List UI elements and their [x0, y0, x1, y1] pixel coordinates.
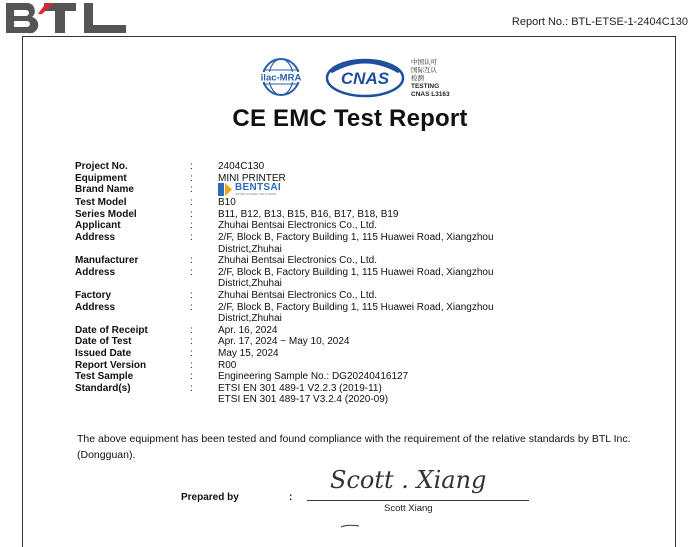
field-value-line: MINI PRINTER [218, 172, 286, 184]
field-value-line: May 15, 2024 [218, 347, 279, 359]
field-value-line: B11, B12, B13, B15, B16, B17, B18, B19 [218, 208, 399, 220]
field-value-line: 2/F, Block B, Factory Building 1, 115 Huawei Road, Xiangzhou [218, 301, 494, 313]
ilac-mra-logo [249, 58, 313, 96]
signature: Scott . Xiang [330, 466, 487, 494]
cnas-cn-3: 检测 [411, 74, 424, 82]
field-value-line: Apr. 16, 2024 [218, 324, 278, 336]
cnas-testing: TESTING [411, 83, 440, 90]
field-value-line: Zhuhai Bentsai Electronics Co., Ltd. [218, 255, 377, 267]
field-row [75, 267, 593, 290]
bentsai-icon [218, 183, 232, 196]
report-title: CE EMC Test Report [232, 105, 468, 132]
field-colon: : [190, 184, 193, 196]
field-colon: : [190, 382, 193, 394]
field-value-line: Zhuhai Bentsai Electronics Co., Ltd. [218, 220, 377, 232]
field-label: Factory [75, 289, 112, 301]
field-value-line: ETSI EN 301 489-1 V2.2.3 (2019-11) [218, 382, 382, 394]
field-row [75, 184, 593, 197]
field-value [218, 255, 593, 267]
report-number: Report No.: BTL-ETSE-1-2404C130 [511, 16, 688, 28]
field-row [75, 302, 593, 325]
field-value-line: 2/F, Block B, Factory Building 1, 115 Huawei Road, Xiangzhou [218, 266, 494, 278]
field-colon: : [190, 220, 193, 232]
field-label: Test Model [75, 197, 127, 209]
field-colon: : [190, 336, 193, 348]
field-colon: : [190, 255, 193, 267]
cnas-text: CNAS [340, 69, 390, 88]
cnas-cn-2: 国际互认 [411, 66, 437, 74]
field-row [75, 209, 593, 221]
field-value [218, 360, 593, 372]
prepared-by-label: Prepared by [181, 492, 239, 503]
field-row [75, 197, 593, 209]
field-colon: : [190, 208, 193, 220]
field-value-line: Zhuhai Bentsai Electronics Co., Ltd. [218, 289, 377, 301]
field-value [218, 209, 593, 221]
field-colon: : [190, 359, 193, 371]
signature-line [307, 500, 529, 501]
field-value [218, 371, 593, 383]
field-value-line: Apr. 17, 2024 ~ May 10, 2024 [218, 336, 350, 348]
field-label: Report Version [75, 359, 147, 371]
field-row [75, 255, 593, 267]
field-value [218, 383, 593, 406]
field-colon: : [190, 371, 193, 383]
btl-logo [2, 0, 132, 36]
field-label: Project No. [75, 161, 128, 172]
field-value [218, 232, 593, 255]
field-colon: : [190, 301, 193, 313]
field-label: Date of Receipt [75, 324, 148, 336]
field-value-line: B10 [218, 197, 236, 209]
field-value-line: District,Zhuhai [218, 313, 282, 325]
field-value-line: R00 [218, 359, 237, 371]
field-value [218, 220, 593, 232]
field-value [218, 161, 593, 173]
field-colon: : [190, 289, 193, 301]
field-colon: : [190, 197, 193, 209]
cnas-code: CNAS L3163 [411, 91, 450, 98]
field-row [75, 290, 593, 302]
prepared-by-colon: : [289, 492, 293, 503]
field-row [75, 348, 593, 360]
report-details [75, 161, 593, 406]
brand-logo [218, 182, 593, 197]
signer-name: Scott Xiang [384, 503, 433, 514]
field-row [75, 232, 593, 255]
field-label: Issued Date [75, 347, 132, 359]
ilac-text: ilac-MRA [260, 72, 302, 84]
field-label: Series Model [75, 208, 137, 220]
field-row [75, 336, 593, 348]
compliance-statement: The above equipment has been tested and found compliance with the requirement of the relative standards by BTL Inc.(Dongguan). [77, 433, 631, 461]
field-row [75, 325, 593, 337]
field-colon: : [190, 324, 193, 336]
brand-name: BENTSAI [235, 182, 281, 194]
field-label: Address [75, 231, 116, 243]
field-label: Address [75, 301, 116, 313]
field-label: Standard(s) [75, 382, 131, 394]
field-colon: : [190, 231, 193, 243]
field-value-line: ETSI EN 301 489-17 V3.2.4 (2020-09) [218, 394, 389, 406]
field-row [75, 161, 593, 173]
field-value [218, 348, 593, 360]
field-value-line: District,Zhuhai [218, 278, 282, 290]
field-label: Date of Test [75, 336, 132, 348]
field-value [218, 302, 593, 325]
cnas-logo [325, 56, 475, 100]
cnas-cn-1: 中国认可 [411, 58, 437, 66]
field-row [75, 383, 593, 406]
field-label: Brand Name [75, 184, 134, 196]
field-colon: : [190, 266, 193, 278]
field-value-line: 2/F, Block B, Factory Building 1, 115 Huawei Road, Xiangzhou [218, 231, 494, 243]
field-value [218, 290, 593, 302]
field-value [218, 197, 593, 209]
field-label: Equipment [75, 172, 127, 184]
field-value-line: 2404C130 [218, 161, 265, 172]
field-row [75, 220, 593, 232]
field-label: Applicant [75, 220, 121, 232]
field-label: Test Sample [75, 371, 134, 383]
field-row [75, 371, 593, 383]
field-colon: : [190, 172, 193, 184]
field-label: Address [75, 266, 116, 278]
field-value-line: District,Zhuhai [218, 243, 282, 255]
field-value [218, 267, 593, 290]
brand-tagline: INKJET CODING SOLUTIONS [235, 192, 277, 197]
field-value-line: Engineering Sample No.: DG20240416127 [218, 371, 409, 383]
field-colon: : [190, 347, 193, 359]
field-row [75, 360, 593, 372]
field-label: Manufacturer [75, 255, 139, 267]
signature-line-mark [340, 524, 360, 528]
field-value [218, 336, 593, 348]
field-value [218, 184, 593, 197]
field-value [218, 325, 593, 337]
field-colon: : [190, 161, 193, 172]
